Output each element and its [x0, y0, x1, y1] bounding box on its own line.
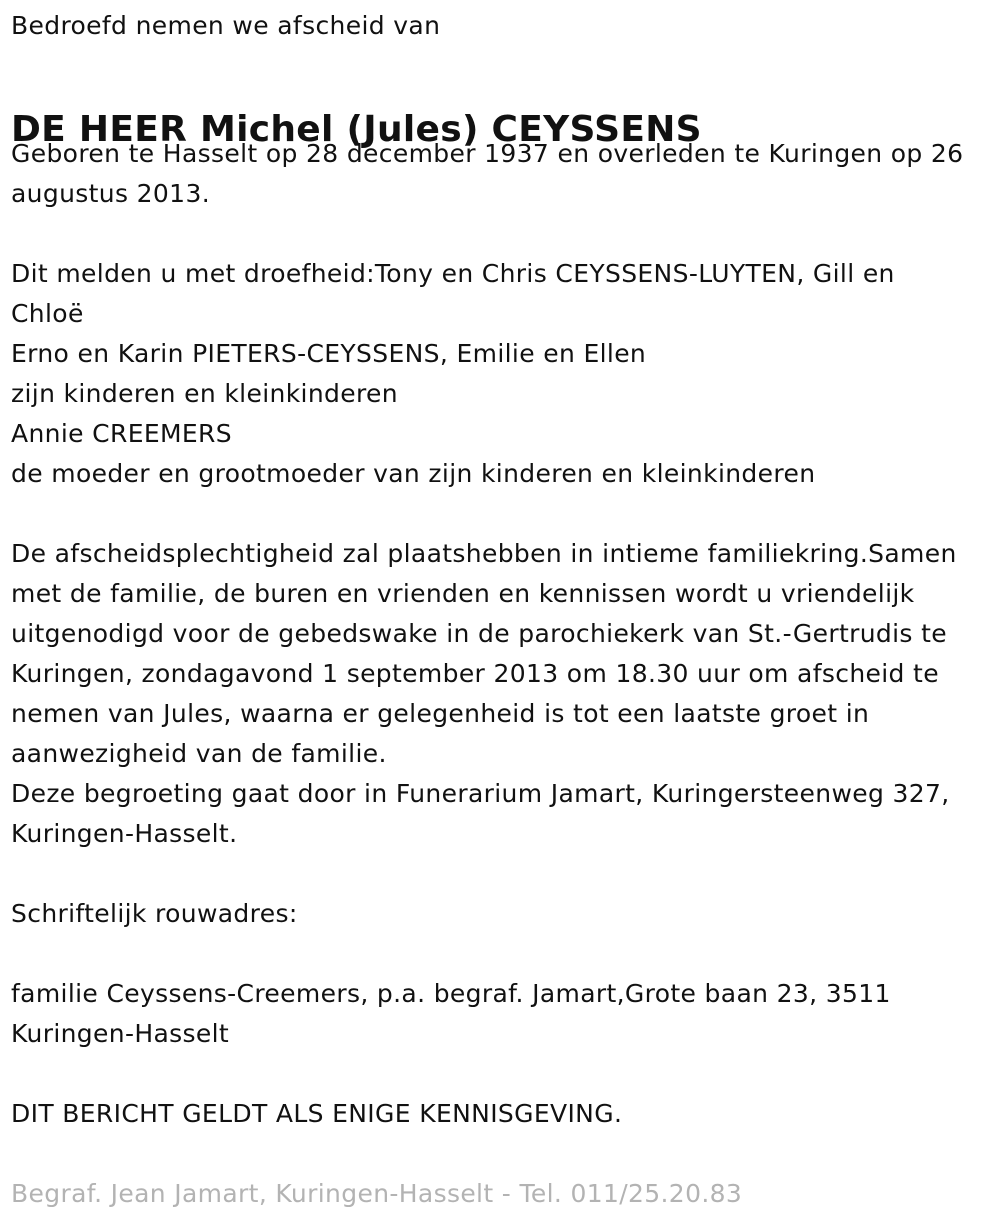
birth-death-line: augustus 2013.: [11, 179, 210, 208]
ceremony-line: Deze begroeting gaat door in Funerarium Jamart, Kuringersteenweg 327,: [11, 779, 950, 808]
ceremony-line: Kuringen-Hasselt.: [11, 819, 238, 848]
address-line: Kuringen-Hasselt: [11, 1019, 230, 1048]
official-notice: DIT BERICHT GELDT ALS ENIGE KENNISGEVING.: [11, 1099, 623, 1128]
ceremony-section: [11, 534, 957, 854]
intro-text: Bedroefd nemen we afscheid van: [11, 11, 441, 40]
family-line: zijn kinderen en kleinkinderen: [11, 379, 398, 408]
address-line: familie Ceyssens-Creemers, p.a. begraf. Jamart,Grote baan 23, 3511: [11, 979, 891, 1008]
ceremony-line: aanwezigheid van de familie.: [11, 739, 387, 768]
ceremony-line: met de familie, de buren en vrienden en kennissen wordt u vriendelijk: [11, 579, 915, 608]
ceremony-line: Kuringen, zondagavond 1 september 2013 om 18.30 uur om afscheid te: [11, 659, 939, 688]
family-line: de moeder en grootmoeder van zijn kinderen en kleinkinderen: [11, 459, 816, 488]
ceremony-line: uitgenodigd voor de gebedswake in de parochiekerk van St.-Gertrudis te: [11, 619, 947, 648]
family-line: Chloë: [11, 299, 84, 328]
birth-death-line: Geboren te Hasselt op 28 december 1937 en overleden te Kuringen op 26: [11, 139, 964, 168]
address-label: Schriftelijk rouwadres:: [11, 899, 298, 928]
ceremony-line: De afscheidsplechtigheid zal plaatshebben in intieme familiekring.Samen: [11, 539, 957, 568]
family-line: Annie CREEMERS: [11, 419, 232, 448]
mourning-address: [11, 974, 891, 1054]
deceased-name: DE HEER Michel (Jules) CEYSSENS: [11, 109, 702, 151]
birth-death-section: [11, 134, 963, 214]
family-line: Dit melden u met droefheid:Tony en Chris CEYSSENS-LUYTEN, Gill en: [11, 259, 895, 288]
ceremony-line: nemen van Jules, waarna er gelegenheid is tot een laatste groet in: [11, 699, 870, 728]
family-section: [11, 254, 895, 494]
funeral-home-footer: Begraf. Jean Jamart, Kuringen-Hasselt - Tel. 011/25.20.83: [11, 1179, 743, 1208]
family-line: Erno en Karin PIETERS-CEYSSENS, Emilie en Ellen: [11, 339, 647, 368]
